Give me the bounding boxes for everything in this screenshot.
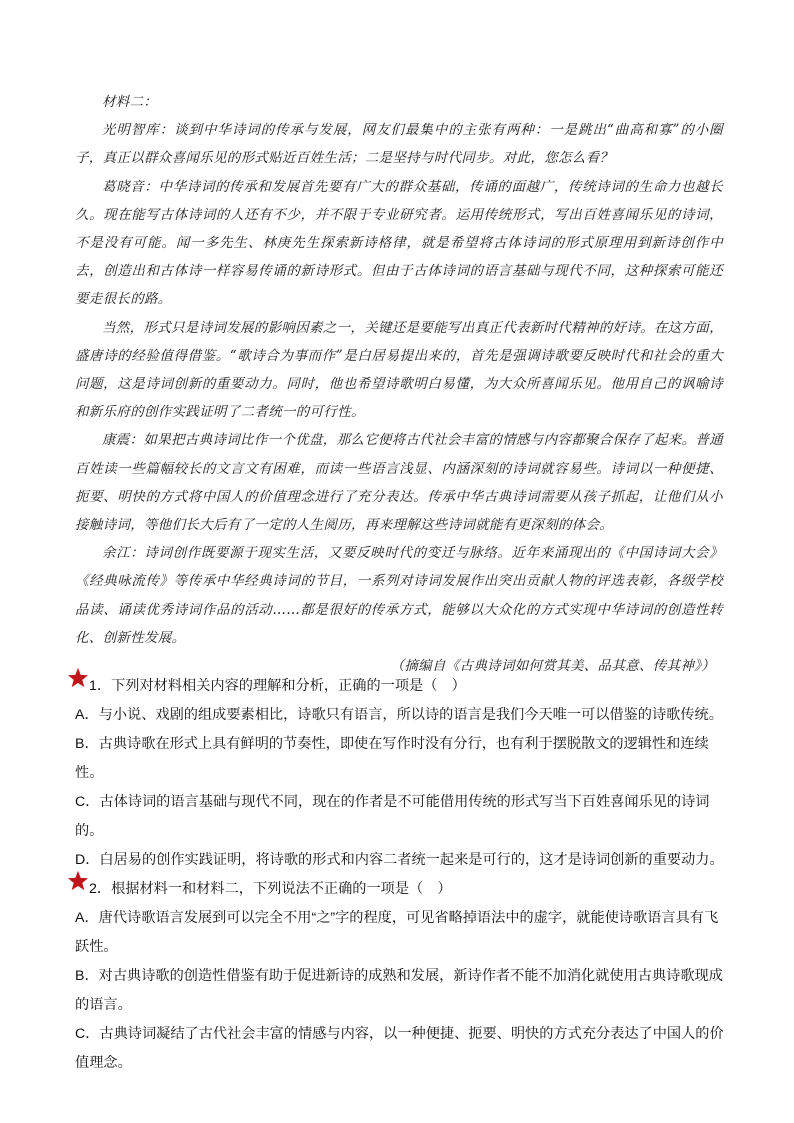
passage-paragraph: 当然，形式只是诗词发展的影响因素之一，关键还是要能写出真正代表新时代精神的好诗。在这方面，盛唐诗的经验值得借鉴。“歌诗合为事而作”是白居易提出来的，首先是强调诗歌要反映时代和社会的重大问题，这是诗词创新的重要动力。同时，他也希望诗歌明白易懂，为大众所喜闻乐见。他用自己的讽喻诗和新乐府的创作实践证明了二者统一的可行性。 xyxy=(75,319,723,421)
option-c: C．古体诗词的语言基础与现代不同，现在的作者是不可能借用传统的形式写当下百姓喜闻乐见的诗词的。 xyxy=(75,794,710,839)
passage-paragraph: 光明智库：谈到中华诗词的传承与发展，网友们最集中的主张有两种：一是跳出“曲高和寡”的小圈子，真正以群众喜闻乐见的形式贴近百姓生活；二是坚持与时代同步。对此，您怎么看？ xyxy=(75,122,723,167)
option-a: A．与小说、戏剧的组成要素相比，诗歌只有语言，所以诗的语言是我们今天唯一可以借鉴的诗歌传统。 xyxy=(75,707,723,723)
passage-paragraph: 余江：诗词创作既要源于现实生活，又要反映时代的变迁与脉络。近年来涌现出的《中国诗词大会》《经典咏流传》等传承中华经典诗词的节目，一系列对诗词发展作出突出贡献人物的评选表彰，各级学校品读、诵读优秀诗词作品的活动……都是很好的传承方式，能够以大众化的方式实现中华诗词的创造性转化、创新性发展。 xyxy=(75,545,723,646)
passage-source: （摘编自《古典诗词如何赏其美、品其意、传其神》） xyxy=(390,658,715,675)
passage-paragraph: 康震：如果把古典诗词比作一个优盘，那么它便将古代社会丰富的情感与内容都聚合保存了起来。普通百姓读一些篇幅较长的文言文有困难，而读一些语言浅显、内涵深刻的诗词就容易些。诗词以一种便捷、扼要、明快的方式将中国人的价值理念进行了充分表达。传承中华古典诗词需要从孩子抓起，让他们从小接触诗词，等他们长大后有了一定的人生阅历，再来理解这些诗词就能有更深刻的体会。 xyxy=(75,432,723,534)
question-text: 2．根据材料一和材料二，下列说法不正确的一项是（ ） xyxy=(89,881,452,897)
option-b: B．古典诗歌在形式上具有鲜明的节奏性，即使在写作时没有分行，也有利于摆脱散文的逻辑性和连续性。 xyxy=(75,736,709,781)
star-icon xyxy=(67,667,89,689)
question-title xyxy=(75,672,725,701)
question-title xyxy=(75,875,725,904)
passage-paragraph: 葛晓音：中华诗词的传承和发展首先要有广大的群众基础，传诵的面越广，传统诗词的生命力也越长久。现在能写古体诗词的人还有不少，并不限于专业研究者。运用传统形式，写出百姓喜闻乐见的诗词，不是没有可能。闻一多先生、林庚先生探索新诗格律，就是希望将古体诗词的形式原理用到新诗创作中去，创造出和古体诗一样容易传诵的新诗形式。但由于古体诗词的语言基础与现代不同，这种探索可能还要走很长的路。 xyxy=(75,178,723,308)
question-text: 1．下列对材料相关内容的理解和分析，正确的一项是（ ） xyxy=(89,678,466,694)
option-a: A．唐代诗歌语言发展到可以完全不用“之”字的程度，可见省略掉语法中的虚字，就能使诗歌语言具有飞跃性。 xyxy=(75,910,719,955)
question-list xyxy=(75,672,725,1078)
star-icon xyxy=(67,870,89,892)
option-d: D．白居易的创作实践证明，将诗歌的形式和内容二者统一起来是可行的，这才是诗词创新的重要动力。 xyxy=(75,852,724,868)
option-c: C．古典诗词凝结了古代社会丰富的情感与内容，以一种便捷、扼要、明快的方式充分表达了中国人的价值理念。 xyxy=(75,1026,724,1071)
reading-passage xyxy=(75,88,723,680)
material-heading: 材料二： xyxy=(102,94,158,110)
question-2 xyxy=(75,875,725,1078)
option-b: B．对古典诗歌的创造性借鉴有助于促进新诗的成熟和发展，新诗作者不能不加消化就使用古典诗歌现成的语言。 xyxy=(75,968,723,1013)
question-1 xyxy=(75,672,725,875)
